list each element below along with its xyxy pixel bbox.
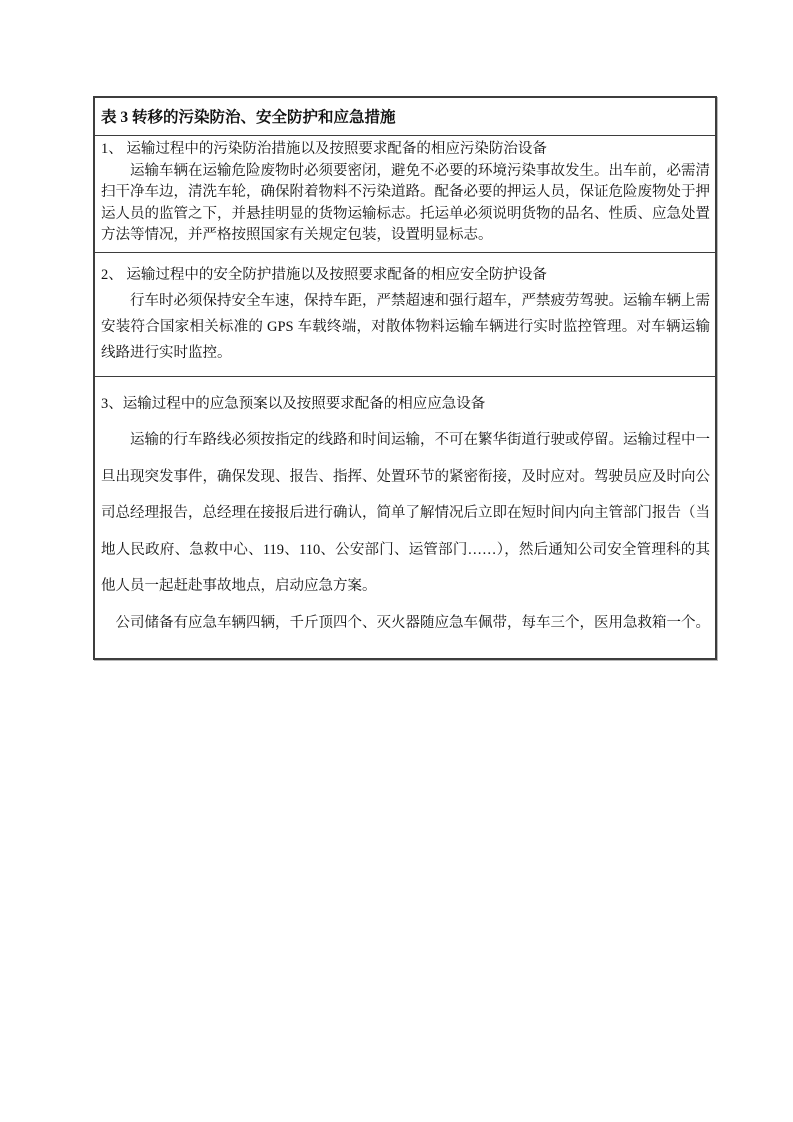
section-1-paragraph: 运输车辆在运输危险废物时必须要密闭，避免不必要的环境污染事故发生。出车前，必需清扫干净车边，清洗车轮，确保附着物料不污染道路。配备必要的押运人员，保证危险废物处于押运人员的监管之下，并悬挂明显的货物运输标志。托运单必须说明货物的品名、性质、应急处置方法等情况，并严格按照国家有关规定包装，设置明显标志。 [101,162,710,243]
section-emergency-plan [95,376,715,658]
section-3-heading: 3、运输过程中的应急预案以及按照要求配备的相应应急设备 [101,395,486,412]
section-pollution-prevention [95,135,715,252]
section-2-heading: 2、 运输过程中的安全防护措施以及按照要求配备的相应安全防护设备 [101,266,547,283]
measures-table [93,96,717,660]
table-caption: 表 3 转移的污染防治、安全防护和应急措施 [101,109,396,126]
section-safety-protection [95,252,715,376]
section-3-paragraph-1: 运输的行车路线必须按指定的线路和时间运输，不可在繁华街道行驶或停留。运输过程中一旦出现突发事件，确保发现、报告、指挥、处置环节的紧密衔接，及时应对。驾驶员应及时向公司总经理报告，总经理在接报后进行确认，简单了解情况后立即在短时间内向主管部门报告（当地人民政府、急救中心、119、110、公安部门、运管部门……），然后通知公司安全管理科的其他人员一起赶赴事故地点，启动应急方案。 [101,432,710,594]
section-1-heading: 1、 运输过程中的污染防治措施以及按照要求配备的相应污染防治设备 [101,141,547,157]
section-2-paragraph: 行车时必须保持安全车速，保持车距，严禁超速和强行超车，严禁疲劳驾驶。运输车辆上需安装符合国家相关标准的 GPS 车载终端，对散体物料运输车辆进行实时监控管理。对车辆运输线路进行实时监控。 [101,292,710,361]
section-3-paragraph-2: 公司储备有应急车辆四辆，千斤顶四个、灭火器随应急车佩带，每车三个，医用急救箱一个。 [115,614,710,631]
